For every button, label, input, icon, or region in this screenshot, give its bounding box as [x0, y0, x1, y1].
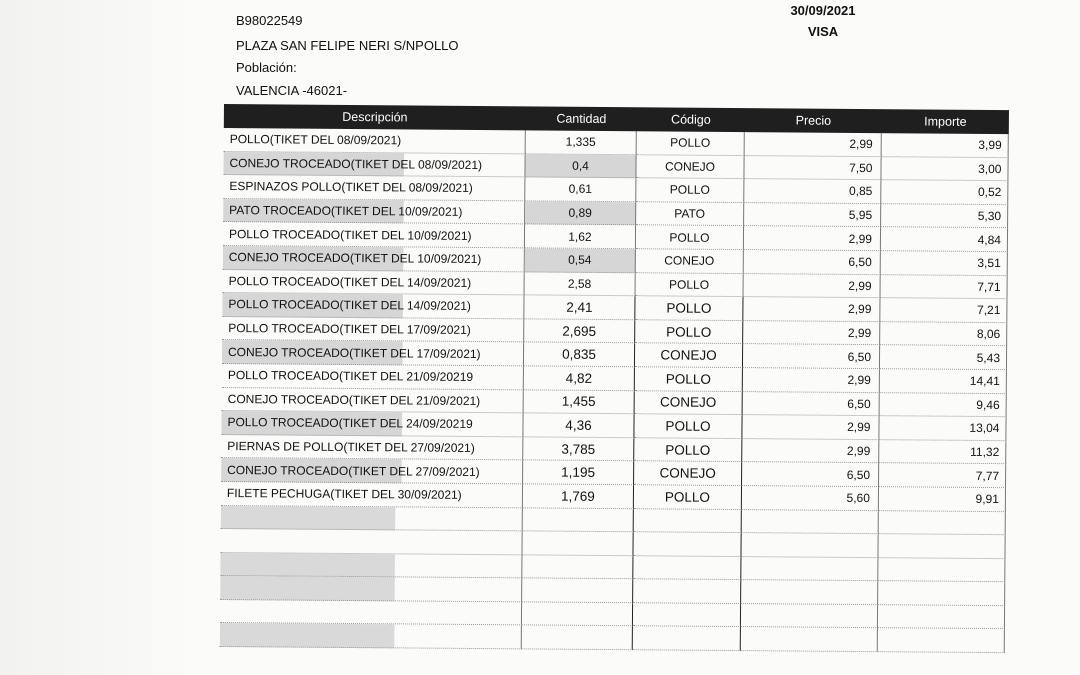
- cell-qty: 1,769: [523, 484, 634, 508]
- cell-qty: 1,455: [524, 390, 635, 414]
- cell-desc: CONEJO TROCEADO(TIKET DEL 17/09/2021): [222, 340, 524, 366]
- col-cantidad: Cantidad: [556, 111, 607, 127]
- cell-qty: 2,58: [525, 272, 636, 296]
- cell-desc: POLLO TROCEADO(TIKET DEL 14/09/2021): [223, 270, 525, 296]
- cell-code: POLLO: [635, 367, 743, 391]
- cell-code: POLLO: [634, 438, 742, 462]
- cell-price: 6,50: [744, 250, 881, 275]
- city: VALENCIA -46021-: [236, 83, 348, 98]
- cell-price: 6,50: [743, 392, 880, 417]
- cell-price: [741, 628, 878, 653]
- cell-amount: [878, 605, 1005, 630]
- cell-code: CONEJO: [635, 391, 743, 415]
- cell-price: [742, 510, 879, 535]
- cell-amount: 3,51: [881, 251, 1008, 276]
- cell-amount: 13,04: [879, 416, 1006, 441]
- cell-amount: 5,43: [880, 346, 1007, 371]
- cell-qty: [522, 555, 633, 579]
- cell-qty: 4,82: [524, 366, 635, 390]
- address: PLAZA SAN FELIPE NERI S/NPOLLO: [236, 38, 459, 53]
- invoice-date: 30/09/2021: [790, 3, 856, 18]
- cell-amount: [878, 558, 1005, 583]
- cell-code: POLLO: [636, 273, 744, 297]
- cell-price: 2,99: [743, 274, 880, 299]
- cell-desc: [220, 623, 522, 649]
- cell-price: 5,95: [744, 203, 881, 228]
- cell-qty: 2,695: [524, 319, 635, 343]
- cell-amount: [878, 534, 1005, 559]
- cell-price: 2,99: [742, 439, 879, 464]
- cell-qty: 3,785: [523, 437, 634, 461]
- cell-code: POLLO: [636, 178, 744, 202]
- cell-amount: 9,46: [880, 393, 1007, 418]
- cell-price: 7,50: [744, 156, 881, 181]
- payment-method: VISA: [807, 24, 839, 39]
- cell-qty: 4,36: [523, 413, 634, 437]
- cell-amount: 3,99: [882, 133, 1009, 158]
- cell-code: CONEJO: [635, 344, 743, 368]
- cell-desc: [220, 529, 522, 555]
- cell-amount: 7,71: [880, 275, 1007, 300]
- cell-code: [633, 532, 741, 556]
- col-codigo: Código: [671, 112, 711, 127]
- cell-desc: [221, 505, 523, 531]
- cell-price: 2,99: [743, 368, 880, 393]
- cell-amount: 9,91: [879, 487, 1006, 512]
- cell-desc: PIERNAS DE POLLO(TIKET DEL 27/09/2021): [221, 435, 523, 461]
- cell-code: POLLO: [637, 131, 745, 155]
- cell-price: [741, 557, 878, 582]
- cell-code: [633, 627, 741, 651]
- cell-desc: CONEJO TROCEADO(TIKET DEL 10/09/2021): [223, 246, 525, 272]
- cell-qty: 2,41: [524, 296, 635, 320]
- cell-desc: CONEJO TROCEADO(TIKET DEL 21/09/2021): [222, 388, 524, 414]
- cell-qty: 0,54: [525, 248, 636, 272]
- empty-row: [220, 623, 1005, 653]
- cell-desc: POLLO TROCEADO(TIKET DEL 14/09/2021): [222, 293, 524, 319]
- cell-desc: [220, 600, 522, 626]
- cell-price: 5,60: [742, 486, 879, 511]
- cell-amount: [878, 581, 1005, 606]
- cell-amount: [878, 629, 1005, 654]
- cell-amount: 5,30: [881, 204, 1008, 229]
- col-importe: Importe: [924, 114, 967, 129]
- cell-code: [634, 509, 742, 533]
- cell-desc: CONEJO TROCEADO(TIKET DEL 08/09/2021): [223, 152, 525, 178]
- cell-price: [741, 580, 878, 605]
- cell-qty: [523, 508, 634, 532]
- cell-price: 6,50: [742, 462, 879, 487]
- cell-qty: 0,4: [525, 154, 636, 178]
- cell-price: 2,99: [743, 297, 880, 322]
- cell-code: POLLO: [634, 485, 742, 509]
- cell-code: CONEJO: [636, 249, 744, 273]
- cell-price: 2,99: [743, 321, 880, 346]
- cell-qty: 1,195: [523, 461, 634, 485]
- cell-price: 2,99: [744, 226, 881, 251]
- cell-code: [633, 580, 741, 604]
- cell-desc: [220, 576, 522, 602]
- cell-amount: 8,06: [880, 322, 1007, 347]
- cell-price: [741, 604, 878, 629]
- col-descripcion: Descripción: [342, 109, 408, 125]
- cell-desc: [220, 553, 522, 579]
- cell-qty: 0,835: [524, 343, 635, 367]
- cell-qty: 1,62: [525, 225, 636, 249]
- cell-code: POLLO: [635, 320, 743, 344]
- cell-qty: [522, 531, 633, 555]
- cell-amount: 7,21: [880, 298, 1007, 323]
- cell-amount: [879, 511, 1006, 536]
- cell-amount: 0,52: [881, 180, 1008, 205]
- invoice-table: [220, 104, 1009, 653]
- cell-desc: FILETE PECHUGA(TIKET DEL 30/09/2021): [221, 482, 523, 508]
- cell-code: POLLO: [635, 296, 743, 320]
- poblacion-label: Población:: [236, 60, 297, 75]
- cell-desc: ESPINAZOS POLLO(TIKET DEL 08/09/2021): [223, 175, 525, 201]
- cell-price: 2,99: [742, 415, 879, 440]
- cell-qty: [522, 579, 633, 603]
- cell-price: 6,50: [743, 344, 880, 369]
- cell-qty: 0,89: [525, 201, 636, 225]
- cell-desc: POLLO(TIKET DEL 08/09/2021): [224, 128, 526, 154]
- col-precio: Precio: [795, 113, 832, 128]
- cell-code: [633, 603, 741, 627]
- cell-desc: CONEJO TROCEADO(TIKET DEL 27/09/2021): [221, 458, 523, 484]
- cell-code: [633, 556, 741, 580]
- cell-amount: 7,77: [879, 463, 1006, 488]
- cell-price: [741, 533, 878, 558]
- cell-code: PATO: [636, 202, 744, 226]
- cell-price: 2,99: [745, 132, 882, 157]
- cell-desc: POLLO TROCEADO(TIKET DEL 17/09/2021): [222, 317, 524, 343]
- cell-qty: [522, 626, 633, 650]
- cell-code: POLLO: [634, 414, 742, 438]
- cell-price: 0,85: [744, 179, 881, 204]
- cell-desc: POLLO TROCEADO(TIKET DEL 10/09/2021): [223, 222, 525, 248]
- cell-amount: 4,84: [881, 228, 1008, 253]
- tax-id: B98022549: [236, 13, 303, 28]
- cell-qty: [522, 602, 633, 626]
- cell-desc: PATO TROCEADO(TIKET DEL 10/09/2021): [223, 199, 525, 225]
- cell-code: CONEJO: [634, 462, 742, 486]
- cell-code: POLLO: [636, 226, 744, 250]
- cell-amount: 3,00: [881, 157, 1008, 182]
- scan-shadow: [0, 0, 200, 675]
- cell-qty: 0,61: [525, 178, 636, 202]
- cell-amount: 11,32: [879, 440, 1006, 465]
- cell-amount: 14,41: [880, 369, 1007, 394]
- cell-code: CONEJO: [636, 155, 744, 179]
- cell-desc: POLLO TROCEADO(TIKET DEL 21/09/20219: [222, 364, 524, 390]
- cell-qty: 1,335: [526, 130, 637, 154]
- cell-desc: POLLO TROCEADO(TIKET DEL 24/09/20219: [221, 411, 523, 437]
